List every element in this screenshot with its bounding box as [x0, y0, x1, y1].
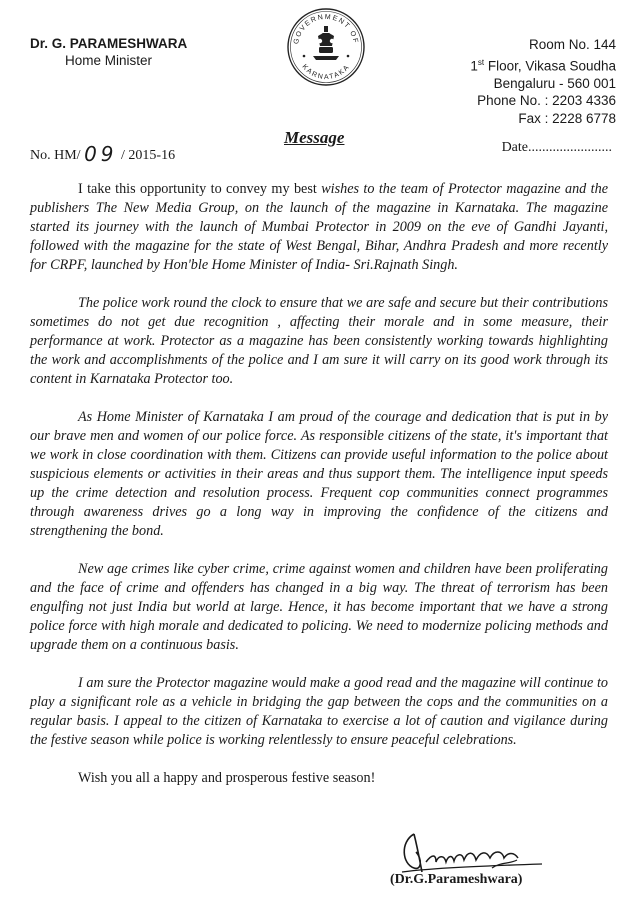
state-emblem-icon: [285, 6, 367, 88]
letter-body: [30, 180, 608, 788]
svg-text:KARNATAKA: [301, 63, 352, 81]
address-city: Bengaluru - 560 001: [493, 75, 616, 91]
date-field: Date........................: [501, 140, 612, 155]
paragraph-5: I am sure the Protector magazine would make a good read and the magazine will continue to play a significant role as a vehicle in bridging the gap between the cops and the communities on a regular basis. I appeal to the citizen of Karnataka to exercise a lot of caution and vigilance during the festive season while police is working relentlessly to ensure peaceful celebrations.: [30, 675, 608, 748]
paragraph-1-plain: I take this opportunity to convey my best: [78, 181, 322, 197]
paragraph-3: As Home Minister of Karnataka I am proud of the courage and dedication that is put in by our brave men and women of our police force. As responsible citizens of the state, it's important that we work in close coordination with them. Citizens can provide useful information to the police about suspicious elements or activities in their areas and thus support them. The intelligence input speeds up the crime detection and resolution process. Frequent cop communities connect programmes through awareness drives go a long way in improving the confidence of the citizens and strengthening the bond.: [30, 409, 608, 539]
reference-prefix: No. HM/: [30, 148, 81, 163]
closing-wish: Wish you all a happy and prosperous festive season!: [78, 770, 376, 786]
emblem-top-text: GOVERNMENT OF: [293, 13, 359, 45]
sender-name: Dr. G. PARAMESHWARA: [30, 36, 188, 51]
address-fax: Fax : 2228 6778: [518, 110, 616, 126]
paragraph-1-italic: wishes to the team of Protector magazine and the publishers The New Media Group, on the launch of the magazine in Karnataka. The magazine started its journey with the launch of Mumbai Protector in 2009 on the eve of Gandhi Jayanti, followed with the magazine for the state of West Bengal, Bihar, Andhra Pradesh and more recently for CRPF, launched by Hon'ble Home Minister of India- Sri.Rajnath Singh.: [30, 181, 608, 273]
reference-number: [30, 140, 175, 164]
emblem-bottom-text: KARNATAKA: [300, 63, 352, 82]
sender-block: [30, 36, 230, 68]
address-floor: 1st Floor, Vikasa Soudha: [470, 57, 616, 73]
office-address: [470, 36, 616, 127]
message-heading: Message: [284, 128, 345, 147]
paragraph-2: The police work round the clock to ensure that we are safe and secure but their contributions sometimes do not get due recognition , affecting their morale and in some measure, their performance at work. Protector as a magazine has been consistently working towards highlighting the work and accomplishments of the police and I am sure it will carry on its good work through its content in Karnataka Protector too.: [30, 295, 608, 387]
printed-name: (Dr.G.Parameshwara): [390, 872, 523, 887]
paragraph-1: [30, 180, 608, 275]
handwritten-number: 09: [84, 142, 118, 166]
address-room: Room No. 144: [528, 37, 616, 52]
paragraph-4: New age crimes like cyber crime, crime against women and children have been proliferating and the face of crime and offenders has changed in a big way. The threat of terrorism has been engulfing not just India but world at large. Hence, it has become important that we have a strong police force with high morale and dedicated to policing. We need to modernize policing methods and upgrade them on a continuous basis.: [30, 561, 608, 653]
reference-suffix: / 2015-16: [121, 148, 176, 163]
sender-designation: Home Minister: [65, 53, 153, 68]
address-phone: Phone No. : 2203 4336: [477, 93, 616, 108]
